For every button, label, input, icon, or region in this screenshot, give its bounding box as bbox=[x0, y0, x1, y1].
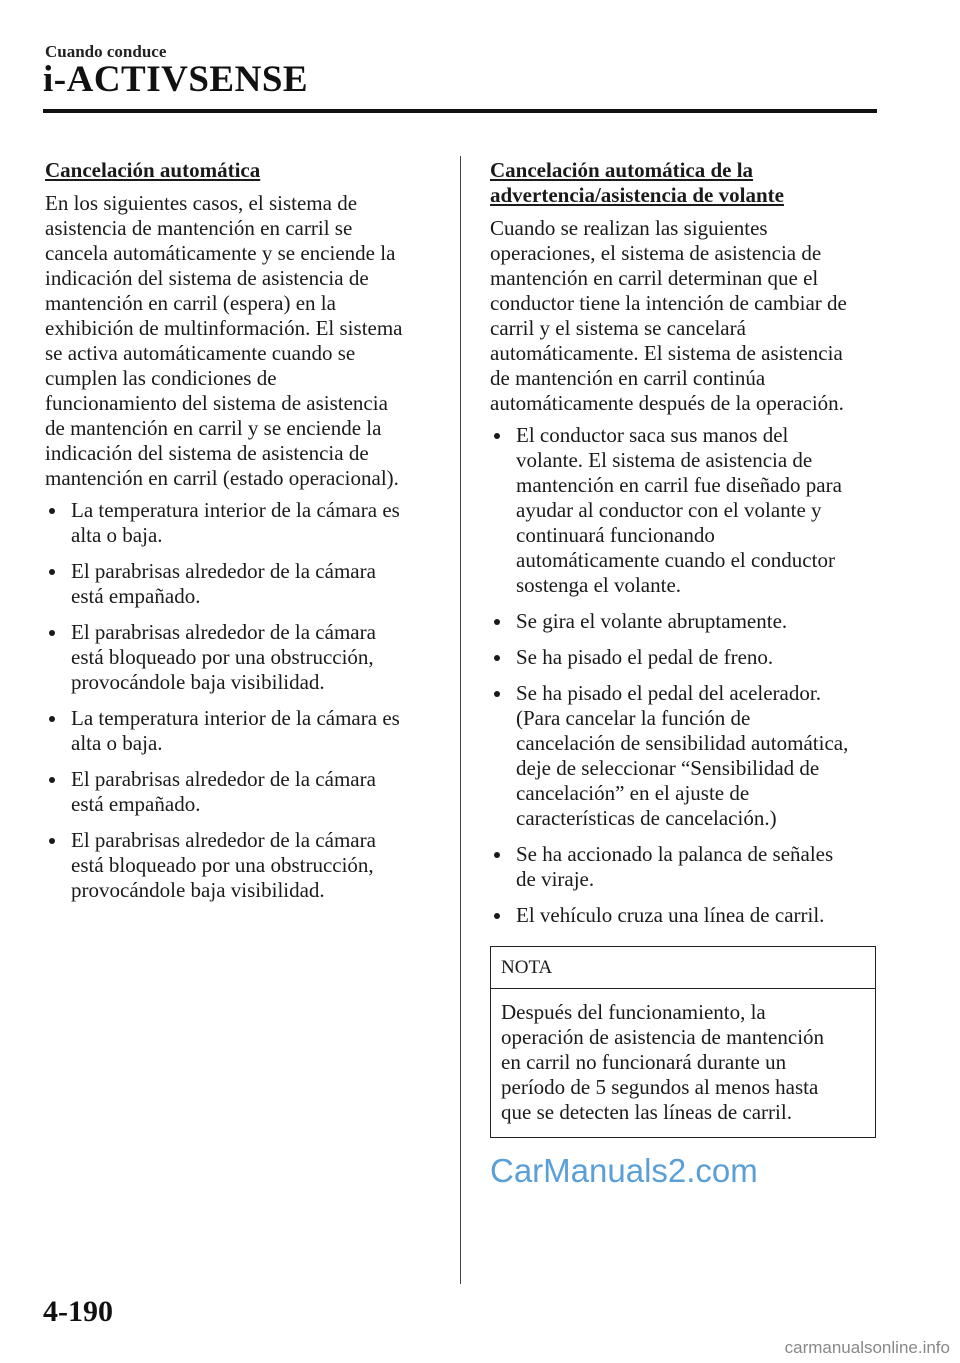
right-paragraph bbox=[490, 216, 880, 416]
text-line: continuará funcionando bbox=[516, 523, 715, 547]
header-kicker: Cuando conduce bbox=[45, 42, 167, 61]
text-line: se activa automáticamente cuando se bbox=[45, 341, 356, 365]
text-line: El vehículo cruza una línea de carril. bbox=[516, 903, 825, 927]
text-line: El conductor saca sus manos del bbox=[516, 423, 789, 447]
bullet-dot-icon bbox=[49, 630, 55, 636]
text-line: en carril no funcionará durante un bbox=[501, 1050, 787, 1074]
text-line: Se ha accionado la palanca de señales bbox=[516, 842, 834, 866]
text-line: cumplen las condiciones de bbox=[45, 366, 277, 390]
text-line: operaciones, el sistema de asistencia de bbox=[490, 241, 822, 265]
text-line: cancelación” en el ajuste de bbox=[516, 781, 750, 805]
left-column bbox=[45, 158, 440, 914]
bullet-item bbox=[490, 842, 880, 892]
bullet-dot-icon bbox=[494, 433, 500, 439]
right-bullet-list bbox=[490, 423, 880, 928]
text-line: de viraje. bbox=[516, 867, 595, 891]
bullet-dot-icon bbox=[494, 913, 500, 919]
text-line: El parabrisas alrededor de la cámara bbox=[71, 620, 376, 644]
text-line: indicación del sistema de asistencia de bbox=[45, 266, 369, 290]
text-line: indicación del sistema de asistencia de bbox=[45, 441, 369, 465]
text-line: está bloqueado por una obstrucción, bbox=[71, 645, 374, 669]
text-line: está empañado. bbox=[71, 792, 201, 816]
bullet-item bbox=[45, 559, 440, 609]
bullet-item bbox=[490, 423, 880, 598]
bullet-dot-icon bbox=[49, 838, 55, 844]
text-line: Cancelación automática de la bbox=[490, 158, 754, 182]
bullet-item bbox=[490, 609, 880, 634]
column-divider bbox=[460, 156, 461, 1284]
watermark-logo: CarManuals2.com bbox=[490, 1152, 758, 1189]
text-line: volante. El sistema de asistencia de bbox=[516, 448, 813, 472]
text-line: conductor tiene la intención de cambiar de bbox=[490, 291, 847, 315]
text-line: ayudar al conductor con el volante y bbox=[516, 498, 822, 522]
bullet-dot-icon bbox=[494, 691, 500, 697]
text-line: alta o baja. bbox=[71, 523, 163, 547]
text-line: cancela automáticamente y se enciende la bbox=[45, 241, 396, 265]
bullet-item bbox=[45, 620, 440, 695]
text-line: Después del funcionamiento, la bbox=[501, 1000, 766, 1024]
bullet-dot-icon bbox=[49, 777, 55, 783]
bullet-item bbox=[45, 706, 440, 756]
text-line: características de cancelación.) bbox=[516, 806, 777, 830]
page-number: 4-190 bbox=[43, 1295, 113, 1328]
text-line: El parabrisas alrededor de la cámara bbox=[71, 559, 376, 583]
bullet-dot-icon bbox=[49, 569, 55, 575]
section-heading-steering-cancel bbox=[490, 158, 880, 208]
text-line: El parabrisas alrededor de la cámara bbox=[71, 767, 376, 791]
text-line: mantención en carril fue diseñado para bbox=[516, 473, 842, 497]
section-heading-auto-cancel: Cancelación automática bbox=[45, 158, 261, 182]
text-line: El parabrisas alrededor de la cámara bbox=[71, 828, 376, 852]
text-line: mantención en carril (espera) en la bbox=[45, 291, 336, 315]
text-line: Se ha pisado el pedal de freno. bbox=[516, 645, 774, 669]
text-line: Se gira el volante abruptamente. bbox=[516, 609, 788, 633]
bullet-dot-icon bbox=[494, 655, 500, 661]
page-title: i-ACTIVSENSE bbox=[43, 59, 309, 100]
bullet-dot-icon bbox=[49, 508, 55, 514]
bullet-item bbox=[490, 903, 880, 928]
text-line: está bloqueado por una obstrucción, bbox=[71, 853, 374, 877]
text-line: mantención en carril (estado operacional). bbox=[45, 466, 399, 490]
bullet-item bbox=[45, 767, 440, 817]
text-line: provocándole baja visibilidad. bbox=[71, 670, 325, 694]
text-line: de mantención en carril continúa bbox=[490, 366, 766, 390]
text-line: La temperatura interior de la cámara es bbox=[71, 706, 400, 730]
bullet-item bbox=[490, 681, 880, 831]
text-line: Cuando se realizan las siguientes bbox=[490, 216, 768, 240]
text-line: La temperatura interior de la cámara es bbox=[71, 498, 400, 522]
bullet-item bbox=[490, 645, 880, 670]
bullet-dot-icon bbox=[494, 619, 500, 625]
text-line: exhibición de multinformación. El sistema bbox=[45, 316, 403, 340]
text-line: (Para cancelar la función de bbox=[516, 706, 751, 730]
left-bullet-list bbox=[45, 498, 440, 903]
text-line: deje de seleccionar “Sensibilidad de bbox=[516, 756, 820, 780]
text-line: funcionamiento del sistema de asistencia bbox=[45, 391, 388, 415]
note-body bbox=[491, 989, 875, 1137]
right-column bbox=[490, 158, 880, 1138]
text-line: que se detecten las líneas de carril. bbox=[501, 1100, 792, 1124]
text-line: está empañado. bbox=[71, 584, 201, 608]
text-line: automáticamente después de la operación. bbox=[490, 391, 844, 415]
text-line: sostenga el volante. bbox=[516, 573, 682, 597]
header-rule bbox=[43, 109, 877, 113]
text-line: automáticamente cuando el conductor bbox=[516, 548, 835, 572]
text-line: cancelación de sensibilidad automática, bbox=[516, 731, 849, 755]
note-box bbox=[490, 946, 876, 1138]
text-line: Se ha pisado el pedal del acelerador. bbox=[516, 681, 821, 705]
text-line: mantención en carril determinan que el bbox=[490, 266, 819, 290]
bullet-item bbox=[45, 828, 440, 903]
text-line: provocándole baja visibilidad. bbox=[71, 878, 325, 902]
text-line: de mantención en carril y se enciende la bbox=[45, 416, 382, 440]
text-line: En los siguientes casos, el sistema de bbox=[45, 191, 358, 215]
bullet-dot-icon bbox=[494, 852, 500, 858]
text-line: operación de asistencia de mantención bbox=[501, 1025, 825, 1049]
text-line: alta o baja. bbox=[71, 731, 163, 755]
text-line: automáticamente. El sistema de asistencia bbox=[490, 341, 843, 365]
note-title: NOTA bbox=[491, 947, 875, 989]
bullet-item bbox=[45, 498, 440, 548]
text-line: asistencia de mantención en carril se bbox=[45, 216, 353, 240]
bullet-dot-icon bbox=[49, 716, 55, 722]
text-line: período de 5 segundos al menos hasta bbox=[501, 1075, 819, 1099]
text-line: carril y el sistema se cancelará bbox=[490, 316, 746, 340]
footer-watermark: carmanualsonline.info bbox=[784, 1338, 950, 1357]
left-paragraph bbox=[45, 191, 440, 491]
text-line: advertencia/asistencia de volante bbox=[490, 183, 784, 207]
